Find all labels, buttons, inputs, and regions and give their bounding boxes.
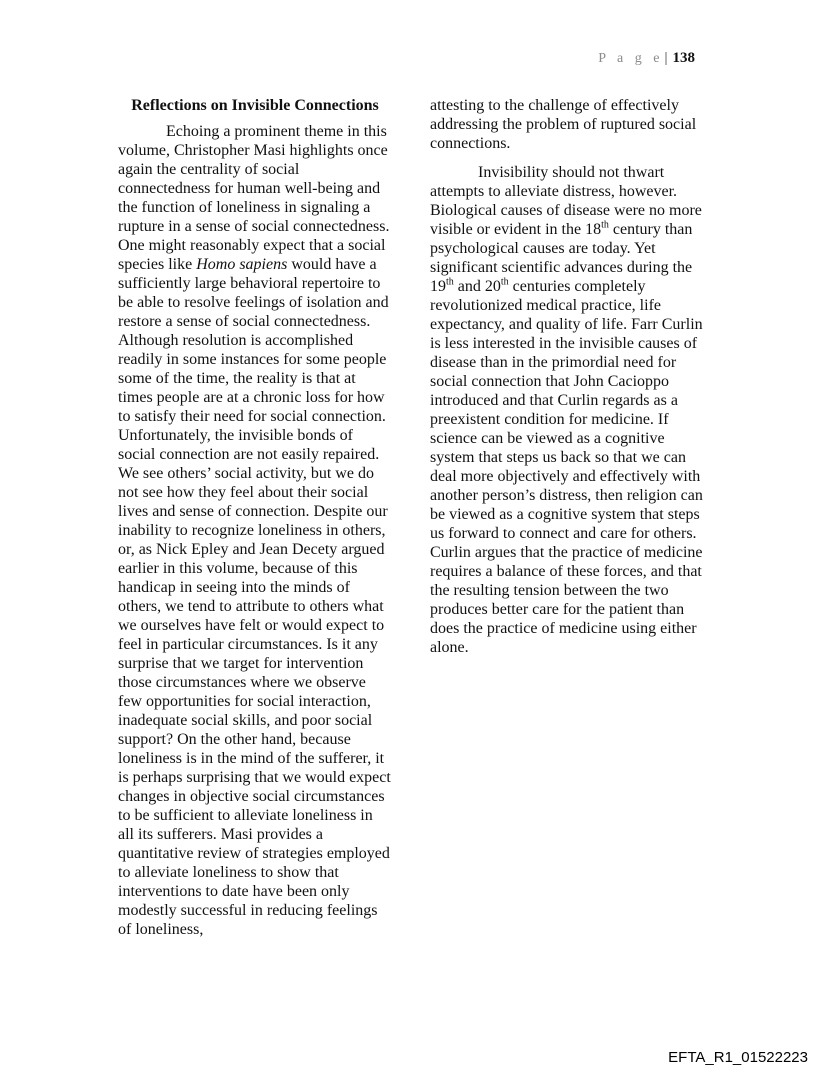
paragraph-text: and 20 — [453, 278, 501, 295]
paragraph-text: Invisibility should not thwart attempts to alleviate distress, however. Biological causes of disease were no more visible or evident in the 18 — [430, 164, 702, 238]
left-column-paragraph — [118, 122, 392, 939]
ordinal-superscript: th — [601, 219, 609, 231]
section-heading: Reflections on Invisible Connections — [131, 97, 379, 114]
paragraph-text: Echoing a prominent theme in this volume, Christopher Masi highlights once again the centrality of social connectedness for human well-being and the function of loneliness in signaling a rupture in a sense of social connectedness. One might reasonably expect that a social species like — [118, 123, 390, 273]
ordinal-superscript: th — [446, 276, 454, 288]
right-column — [430, 96, 704, 939]
page-footer — [668, 1049, 808, 1066]
right-column-paragraph-1 — [430, 96, 704, 153]
document-id: EFTA_R1_01522223 — [668, 1049, 808, 1066]
paragraph-text: would have a sufficiently large behavioral repertoire to be able to resolve feelings of isolation and restore a sense of social connectedness. Although resolution is accomplished readily in some instances for some people some of the time, the reality is that at times people are at a chronic loss for how to satisfy their need for social connection. Unfortunately, the invisible bonds of social connection are not easily repaired. We see others’ social activity, but we do not see how they feel about their social lives and sense of connection. Despite our inability to recognize loneliness in others, or, as Nick Epley and Jean Decety argued earlier in this volume, because of this handicap in seeing into the minds of others, we tend to attribute to others what we ourselves have felt or would expect to feel in particular circumstances. Is it any surprise that we target for intervention those circumstances where we observe few opportunities for social interaction, inadequate social skills, and poor social support? On the other hand, because loneliness is in the mind of the sufferer, it is perhaps surprising that we would expect changes in objective social circumstances to be sufficient to alleviate loneliness in all its sufferers. Masi provides a quantitative review of strategies employed to alleviate loneliness to show that interventions to date have been only modestly successful in reducing feelings of loneliness, — [118, 256, 391, 938]
ordinal-superscript: th — [500, 276, 509, 288]
paragraph-text: century than psychological causes are today. Yet significant scientific advances during the 19 — [430, 221, 693, 295]
page-header — [598, 49, 695, 67]
paragraph-text: attesting to the challenge of effectively addressing the problem of ruptured social connections. — [430, 97, 697, 152]
page-separator: | — [664, 50, 668, 66]
italic-species-name: Homo sapiens — [196, 256, 288, 273]
page-number: 138 — [672, 50, 695, 66]
page-label: P a g e — [598, 51, 664, 66]
left-column — [118, 96, 392, 939]
right-column-paragraph-2 — [430, 163, 704, 657]
paragraph-text: centuries completely revolutionized medical practice, life expectancy, and quality of life. Farr Curlin is less interested in the invisible causes of disease than in the primordial need for social connection that John Cacioppo introduced and that Curlin regards as a preexistent condition for medicine. If science can be viewed as a cognitive system that steps us back so that we can deal more objectively and effectively with another person’s distress, then religion can be viewed as a cognitive system that steps us forward to connect and care for others. Curlin argues that the practice of medicine requires a balance of these forces, and that the resulting tension between the two produces better care for the patient than does the practice of medicine using either alone. — [430, 278, 703, 656]
two-column-body — [118, 96, 704, 939]
